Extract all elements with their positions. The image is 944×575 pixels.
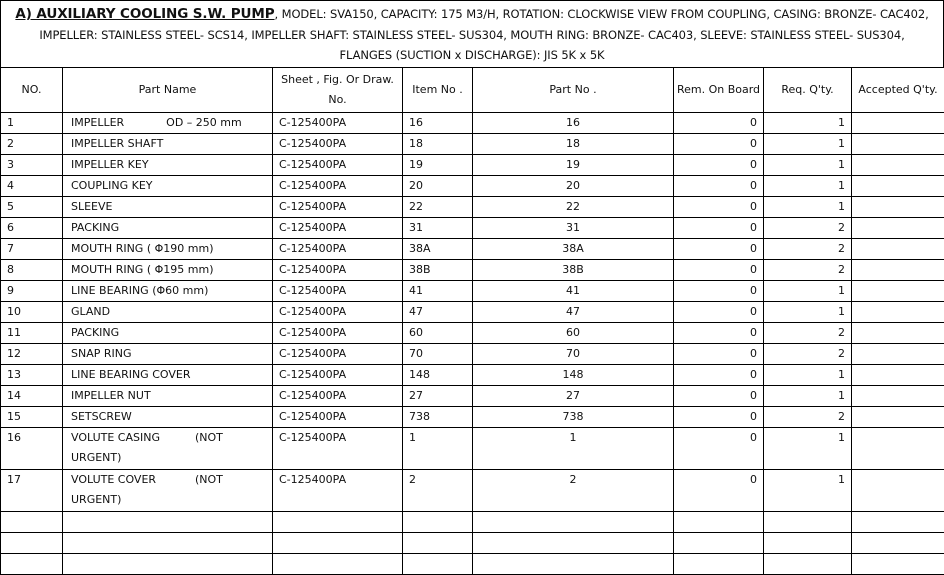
empty-cell xyxy=(1,533,63,554)
empty-cell xyxy=(852,512,944,533)
part-name-text: IMPELLER xyxy=(71,113,124,133)
row-no: 15 xyxy=(1,407,63,428)
row-accepted-qty xyxy=(852,365,944,386)
row-req-qty: 2 xyxy=(764,323,852,344)
table-row xyxy=(1,134,944,155)
row-accepted-qty xyxy=(852,470,944,512)
row-rem-on-board: 0 xyxy=(674,386,764,407)
row-part-no: 1 xyxy=(473,428,674,470)
row-req-qty: 1 xyxy=(764,365,852,386)
row-item-no: 60 xyxy=(403,323,473,344)
table-row xyxy=(1,218,944,239)
row-part-name xyxy=(63,323,273,344)
row-no: 9 xyxy=(1,281,63,302)
row-sheet: C-125400PA xyxy=(273,470,403,512)
table-header-row xyxy=(1,68,944,113)
row-req-qty: 1 xyxy=(764,134,852,155)
empty-cell xyxy=(473,554,674,575)
row-part-name xyxy=(63,407,273,428)
row-item-no: 27 xyxy=(403,386,473,407)
header-line-3: FLANGES (SUCTION x DISCHARGE): JIS 5K x 5K xyxy=(340,48,605,62)
row-sheet: C-125400PA xyxy=(273,155,403,176)
document-header xyxy=(0,0,944,67)
row-sheet: C-125400PA xyxy=(273,323,403,344)
table-row xyxy=(1,113,944,134)
col-header-accepted-qty: Accepted Q'ty. xyxy=(852,68,944,113)
row-rem-on-board: 0 xyxy=(674,155,764,176)
empty-cell xyxy=(764,554,852,575)
row-no: 7 xyxy=(1,239,63,260)
row-part-name xyxy=(63,470,273,512)
row-no: 14 xyxy=(1,386,63,407)
row-accepted-qty xyxy=(852,323,944,344)
row-rem-on-board: 0 xyxy=(674,113,764,134)
empty-cell xyxy=(273,533,403,554)
row-accepted-qty xyxy=(852,344,944,365)
table-row xyxy=(1,281,944,302)
empty-cell xyxy=(473,512,674,533)
header-line-1: , MODEL: SVA150, CAPACITY: 175 M3/H, ROTATION: CLOCKWISE VIEW FROM COUPLING, CASING: BRONZE- CAC402, xyxy=(275,7,929,21)
row-part-name xyxy=(63,239,273,260)
empty-cell xyxy=(273,554,403,575)
row-accepted-qty xyxy=(852,407,944,428)
row-req-qty: 1 xyxy=(764,428,852,470)
row-sheet: C-125400PA xyxy=(273,407,403,428)
row-no: 10 xyxy=(1,302,63,323)
row-part-name xyxy=(63,281,273,302)
part-name-text: SETSCREW xyxy=(71,407,132,427)
row-part-name xyxy=(63,344,273,365)
empty-cell xyxy=(273,512,403,533)
part-name-text: IMPELLER NUT xyxy=(71,386,151,406)
empty-cell xyxy=(1,512,63,533)
row-item-no: 738 xyxy=(403,407,473,428)
row-sheet: C-125400PA xyxy=(273,281,403,302)
row-no: 8 xyxy=(1,260,63,281)
table-row xyxy=(1,302,944,323)
row-sheet: C-125400PA xyxy=(273,386,403,407)
row-part-name xyxy=(63,176,273,197)
table-row xyxy=(1,428,944,470)
empty-cell xyxy=(674,512,764,533)
table-row xyxy=(1,365,944,386)
part-name-text: COUPLING KEY xyxy=(71,176,153,196)
part-name-text: MOUTH RING ( Φ190 mm) xyxy=(71,239,213,259)
empty-cell xyxy=(852,554,944,575)
table-row xyxy=(1,386,944,407)
row-item-no: 38A xyxy=(403,239,473,260)
row-item-no: 19 xyxy=(403,155,473,176)
part-name-note: OD – 250 mm xyxy=(166,113,242,133)
row-no: 13 xyxy=(1,365,63,386)
row-part-name xyxy=(63,428,273,470)
col-header-item-no: Item No . xyxy=(403,68,473,113)
col-header-sheet: Sheet , Fig. Or Draw. No. xyxy=(273,68,403,113)
parts-table xyxy=(0,67,944,575)
row-item-no: 38B xyxy=(403,260,473,281)
row-req-qty: 1 xyxy=(764,470,852,512)
row-no: 3 xyxy=(1,155,63,176)
row-no: 2 xyxy=(1,134,63,155)
row-req-qty: 1 xyxy=(764,197,852,218)
row-no: 4 xyxy=(1,176,63,197)
pump-title: A) AUXILIARY COOLING S.W. PUMP xyxy=(15,6,274,22)
row-item-no: 22 xyxy=(403,197,473,218)
row-accepted-qty xyxy=(852,197,944,218)
row-part-no: 2 xyxy=(473,470,674,512)
empty-cell xyxy=(674,554,764,575)
row-item-no: 148 xyxy=(403,365,473,386)
empty-cell xyxy=(403,533,473,554)
row-no: 1 xyxy=(1,113,63,134)
row-accepted-qty xyxy=(852,176,944,197)
row-item-no: 16 xyxy=(403,113,473,134)
row-rem-on-board: 0 xyxy=(674,218,764,239)
part-name-note-continued: URGENT) xyxy=(71,493,121,506)
row-rem-on-board: 0 xyxy=(674,281,764,302)
header-line-2: IMPELLER: STAINLESS STEEL- SCS14, IMPELLER SHAFT: STAINLESS STEEL- SUS304, MOUTH RING: BRONZE- CAC403, SLEEVE: STAINLESS STEEL- SUS304, xyxy=(39,28,904,42)
empty-cell xyxy=(473,533,674,554)
row-sheet: C-125400PA xyxy=(273,302,403,323)
row-part-name xyxy=(63,134,273,155)
row-part-no: 31 xyxy=(473,218,674,239)
part-name-text: GLAND xyxy=(71,302,110,322)
row-sheet: C-125400PA xyxy=(273,260,403,281)
row-part-no: 41 xyxy=(473,281,674,302)
row-part-no: 70 xyxy=(473,344,674,365)
row-sheet: C-125400PA xyxy=(273,344,403,365)
row-no: 17 xyxy=(1,470,63,512)
col-header-no: NO. xyxy=(1,68,63,113)
part-name-text: VOLUTE CASING xyxy=(71,428,195,448)
row-sheet: C-125400PA xyxy=(273,176,403,197)
row-sheet: C-125400PA xyxy=(273,239,403,260)
row-no: 5 xyxy=(1,197,63,218)
row-part-no: 22 xyxy=(473,197,674,218)
part-name-text: MOUTH RING ( Φ195 mm) xyxy=(71,260,213,280)
row-part-no: 18 xyxy=(473,134,674,155)
row-req-qty: 1 xyxy=(764,386,852,407)
row-sheet: C-125400PA xyxy=(273,428,403,470)
row-part-name xyxy=(63,113,273,134)
row-accepted-qty xyxy=(852,386,944,407)
row-part-no: 20 xyxy=(473,176,674,197)
row-item-no: 41 xyxy=(403,281,473,302)
row-accepted-qty xyxy=(852,239,944,260)
row-accepted-qty xyxy=(852,260,944,281)
col-header-part-name: Part Name xyxy=(63,68,273,113)
row-req-qty: 2 xyxy=(764,218,852,239)
row-no: 12 xyxy=(1,344,63,365)
table-row xyxy=(1,155,944,176)
table-row xyxy=(1,260,944,281)
part-name-note-continued: URGENT) xyxy=(71,451,121,464)
empty-cell xyxy=(63,512,273,533)
table-row xyxy=(1,197,944,218)
row-sheet: C-125400PA xyxy=(273,134,403,155)
table-row xyxy=(1,470,944,512)
part-name-text: IMPELLER KEY xyxy=(71,155,149,175)
row-accepted-qty xyxy=(852,428,944,470)
part-name-text: VOLUTE COVER xyxy=(71,470,195,490)
row-rem-on-board: 0 xyxy=(674,470,764,512)
row-sheet: C-125400PA xyxy=(273,197,403,218)
row-part-name xyxy=(63,365,273,386)
row-rem-on-board: 0 xyxy=(674,134,764,155)
row-item-no: 18 xyxy=(403,134,473,155)
row-req-qty: 2 xyxy=(764,407,852,428)
row-accepted-qty xyxy=(852,134,944,155)
col-header-req-qty: Req. Q'ty. xyxy=(764,68,852,113)
empty-row xyxy=(1,554,944,575)
row-item-no: 2 xyxy=(403,470,473,512)
part-name-text: IMPELLER SHAFT xyxy=(71,134,163,154)
row-rem-on-board: 0 xyxy=(674,428,764,470)
row-item-no: 1 xyxy=(403,428,473,470)
row-part-no: 148 xyxy=(473,365,674,386)
row-accepted-qty xyxy=(852,281,944,302)
empty-row xyxy=(1,512,944,533)
row-part-name xyxy=(63,218,273,239)
row-rem-on-board: 0 xyxy=(674,365,764,386)
empty-row xyxy=(1,533,944,554)
part-name-text: LINE BEARING COVER xyxy=(71,365,190,385)
part-name-text: PACKING xyxy=(71,323,119,343)
row-sheet: C-125400PA xyxy=(273,113,403,134)
row-accepted-qty xyxy=(852,113,944,134)
row-req-qty: 2 xyxy=(764,344,852,365)
row-part-no: 27 xyxy=(473,386,674,407)
row-item-no: 31 xyxy=(403,218,473,239)
part-name-note: (NOT xyxy=(195,473,223,486)
row-accepted-qty xyxy=(852,302,944,323)
empty-cell xyxy=(764,512,852,533)
row-part-no: 38A xyxy=(473,239,674,260)
row-accepted-qty xyxy=(852,155,944,176)
row-item-no: 70 xyxy=(403,344,473,365)
empty-cell xyxy=(63,533,273,554)
row-rem-on-board: 0 xyxy=(674,176,764,197)
row-accepted-qty xyxy=(852,218,944,239)
empty-cell xyxy=(63,554,273,575)
empty-cell xyxy=(764,533,852,554)
table-body xyxy=(1,113,944,575)
table-row xyxy=(1,176,944,197)
row-rem-on-board: 0 xyxy=(674,407,764,428)
row-part-name xyxy=(63,155,273,176)
row-sheet: C-125400PA xyxy=(273,218,403,239)
row-no: 11 xyxy=(1,323,63,344)
table-row xyxy=(1,323,944,344)
row-no: 6 xyxy=(1,218,63,239)
row-req-qty: 1 xyxy=(764,281,852,302)
row-rem-on-board: 0 xyxy=(674,302,764,323)
row-part-no: 60 xyxy=(473,323,674,344)
row-sheet: C-125400PA xyxy=(273,365,403,386)
row-part-name xyxy=(63,302,273,323)
row-rem-on-board: 0 xyxy=(674,197,764,218)
row-no: 16 xyxy=(1,428,63,470)
row-req-qty: 1 xyxy=(764,302,852,323)
row-part-name xyxy=(63,260,273,281)
table-row xyxy=(1,344,944,365)
empty-cell xyxy=(852,533,944,554)
row-req-qty: 2 xyxy=(764,239,852,260)
empty-cell xyxy=(1,554,63,575)
row-part-no: 738 xyxy=(473,407,674,428)
part-name-note: (NOT xyxy=(195,431,223,444)
row-rem-on-board: 0 xyxy=(674,344,764,365)
part-name-text: SLEEVE xyxy=(71,197,113,217)
row-part-no: 47 xyxy=(473,302,674,323)
table-row xyxy=(1,407,944,428)
part-name-text: PACKING xyxy=(71,218,119,238)
row-req-qty: 2 xyxy=(764,260,852,281)
col-header-rem-on-board: Rem. On Board xyxy=(674,68,764,113)
col-header-part-no: Part No . xyxy=(473,68,674,113)
row-req-qty: 1 xyxy=(764,155,852,176)
row-part-name xyxy=(63,197,273,218)
row-rem-on-board: 0 xyxy=(674,260,764,281)
table-row xyxy=(1,239,944,260)
row-part-no: 16 xyxy=(473,113,674,134)
empty-cell xyxy=(403,512,473,533)
row-req-qty: 1 xyxy=(764,176,852,197)
row-item-no: 20 xyxy=(403,176,473,197)
row-req-qty: 1 xyxy=(764,113,852,134)
row-item-no: 47 xyxy=(403,302,473,323)
part-name-text: LINE BEARING (Φ60 mm) xyxy=(71,281,208,301)
part-name-text: SNAP RING xyxy=(71,344,132,364)
row-part-no: 38B xyxy=(473,260,674,281)
empty-cell xyxy=(403,554,473,575)
row-rem-on-board: 0 xyxy=(674,239,764,260)
empty-cell xyxy=(674,533,764,554)
row-rem-on-board: 0 xyxy=(674,323,764,344)
row-part-name xyxy=(63,386,273,407)
row-part-no: 19 xyxy=(473,155,674,176)
